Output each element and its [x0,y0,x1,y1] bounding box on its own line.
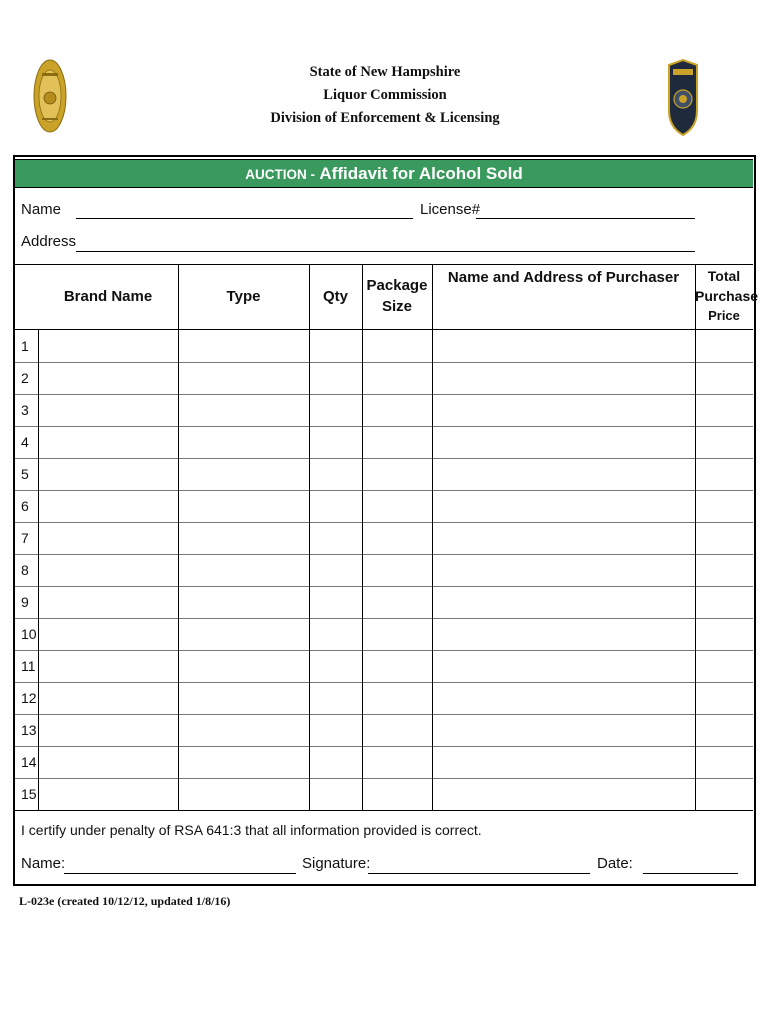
enforcement-shield-logo [667,59,699,136]
row-number: 5 [21,466,29,482]
header-total-line3: Price [708,308,740,323]
row-number: 4 [21,434,29,450]
row-divider [15,490,753,491]
header-type: Type [226,288,261,305]
header-qty: Qty [322,288,348,305]
signature-field[interactable] [368,873,590,874]
row-divider [15,682,753,683]
table-header-divider [15,329,753,330]
name-label: Name [21,201,62,218]
row-divider [15,522,753,523]
row-number: 15 [21,786,37,802]
row-number: 3 [21,402,29,418]
row-number: 10 [21,626,37,642]
row-divider [15,458,753,459]
row-divider [15,362,753,363]
form-id-footer: L-023e (created 10/12/12, updated 1/8/16) [19,894,231,908]
row-divider [15,554,753,555]
row-number: 11 [21,658,36,674]
row-number: 2 [21,370,29,386]
header-total-price [695,266,759,326]
header-total-line1: Total [707,268,741,284]
address-field[interactable] [76,251,695,252]
purchaser-total-divider [695,264,696,810]
header-package-line2: Size [381,298,412,315]
form-title-banner [15,159,753,188]
row-divider [15,618,753,619]
date-label: Date: [597,855,633,872]
row-number: 8 [21,562,29,578]
brand-type-divider [178,264,179,810]
address-label: Address [21,233,77,250]
banner-title: Affidavit for Alcohol Sold [319,164,523,183]
row-number: 1 [21,338,29,354]
signer-name-field[interactable] [64,873,296,874]
row-number: 12 [21,690,37,706]
header-brand-name: Brand Name [63,288,153,305]
banner-prefix: AUCTION - [245,167,315,182]
header-commission-name: Liquor Commission [323,87,447,103]
table-top-border [15,264,753,265]
row-number: 7 [21,530,29,546]
row-divider [15,746,753,747]
header-division-name: Division of Enforcement & Licensing [270,110,500,126]
signer-name-label: Name: [21,855,66,872]
header-state-name: State of New Hampshire [309,64,461,80]
row-divider [15,778,753,779]
signature-label: Signature: [302,855,371,872]
row-number: 13 [21,722,37,738]
row-divider [15,650,753,651]
row-number: 9 [21,594,29,610]
type-qty-divider [309,264,310,810]
certification-statement: I certify under penalty of RSA 641:3 that all information provided is correct. [21,822,482,838]
date-field[interactable] [643,873,738,874]
row-divider [15,586,753,587]
header-total-line2: Purchase [695,288,759,304]
license-label: License# [420,201,481,218]
table-bottom-border [15,810,753,811]
row-number: 6 [21,498,29,514]
row-number-column-divider [38,329,39,810]
row-divider [15,714,753,715]
header-package-size [362,275,432,317]
license-field[interactable] [476,218,695,219]
liquor-commission-seal-logo [33,58,67,134]
header-purchaser: Name and Address of Purchaser [447,269,680,286]
row-divider [15,394,753,395]
package-purchaser-divider [432,264,433,810]
header-package-line1: Package [366,277,428,294]
qty-package-divider [362,264,363,810]
name-field[interactable] [76,218,413,219]
row-number: 14 [21,754,37,770]
row-divider [15,426,753,427]
